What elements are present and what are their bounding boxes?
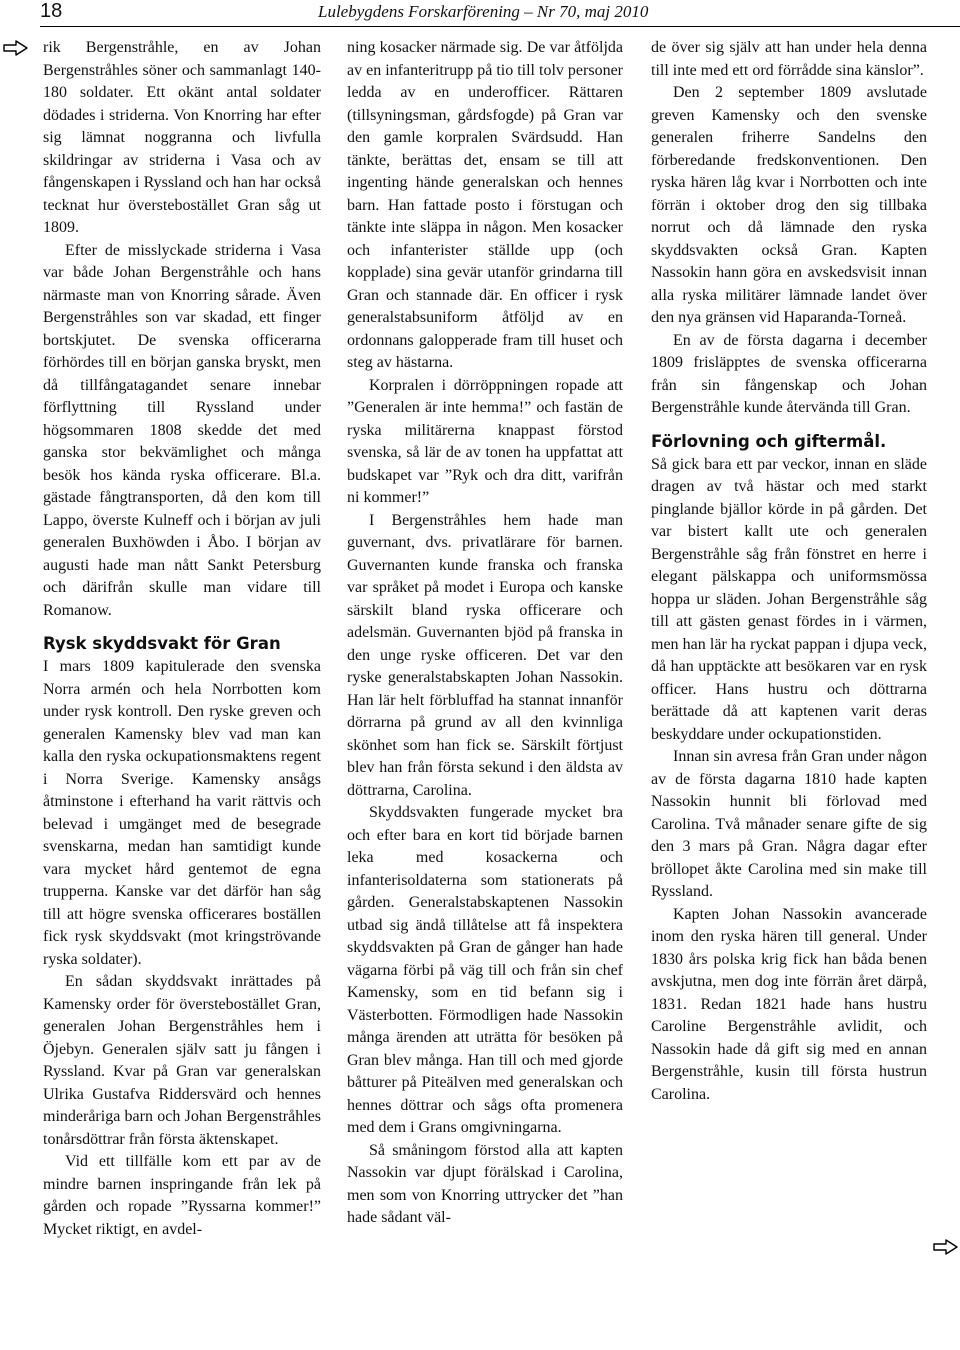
paragraph: Den 2 september 1809 avslutade greven Kamensky och den svenske generalen friherre Sandelns den förberedande fredskonventionen. Den ryska hären låg kvar i Norrbotten och inte förrän i oktober drog den sig tillbaka norrut och då lämnade den ryska skyddsvakten också Gran. Kapten Nassokin hann göra en avskedsvisit innan alla ryska militärer lämnade landet över den nya gränsen vid Haparanda-Torneå. xyxy=(651,84,927,326)
article-column-2 xyxy=(347,37,623,1230)
article-column-1 xyxy=(43,37,321,1241)
paragraph: En sådan skyddsvakt inrättades på Kamensky order för överstebostället Gran, generalen Johan Bergenstråhles hem i Öjebyn. Generalen själv satt ju fången i Ryssland. Kvar på Gran var generalskan Ulrika Gustafva Riddersvärd och hennes minderåriga barn och Johan Bergenstråhles tonårsdöttrar från första äktenskapet. xyxy=(43,973,321,1148)
article-column-3 xyxy=(651,37,927,1106)
paragraph: Kapten Johan Nassokin avancerade inom den ryska hären till general. Under 1830 års polska krig fick han båda benen avskjutna, men dog inte förrän året därpå, 1831. Redan 1821 hade hans hustru Caroline Bergenstråhle avlidit, och Nassokin hade då gift sig med en annan Bergenstråhle, kusin till första hustrun Carolina. xyxy=(651,905,927,1103)
paragraph: Korpralen i dörröppningen ropade att ”Generalen är inte hemma!” och fastän de ryska militärerna knappast förstod svenska, så lär de av tonen ha uppfattat att budskapet var ”Ryk och dra ditt, varifrån ni kommer!” xyxy=(347,376,623,506)
paragraph: I Bergenstråhles hem hade man guvernant, dvs. privatlärare för barnen. Guvernanten kunde franska och franska var språket på modet i Europa och kanske särskilt bland ryska officerare och adelsmän. Guvernanten bjöd på franska in den unge ryske officeren. Det var den ryske generalstabskapten Johan Nassokin. Han lär helt förbluffad ha stannat innanför dörrarna på grund av all den kvinnliga skönhet som han fick se. Särskilt förtjust blev han från första sekund i den äldsta av döttrarna, Carolina. xyxy=(347,511,623,799)
arrow-right-icon xyxy=(3,40,29,56)
section-heading: Rysk skyddsvakt för Gran xyxy=(43,634,281,653)
paragraph: Skyddsvakten fungerade mycket bra och efter bara en kort tid började barnen leka med kosackerna och infanterisoldaterna som stationerats på gården. Generalstabskaptenen Nassokin utbad sig ändå tillåtelse att få inspektera skyddsvakten på Gran de gånger han hade vägarna förbi på väg till och från sin chef Kamensky, som en tid befann sig i Västerbotten. Förmodligen hade Nassokin många ärenden att uträtta för besöken på Gran blev många. Han till och med gjorde båtturer på Piteälven med generalskan och hennes döttrar och sågs ofta promenera med dem i Grans omgivningarna. xyxy=(347,804,623,1136)
paragraph: de över sig själv att han under hela denna till inte med ett ord förrådde sina känslor”. xyxy=(651,39,927,79)
header-rule xyxy=(40,26,960,27)
paragraph: Efter de misslyckade striderna i Vasa var både Johan Bergenstråhle och hans närmaste man von Knorring sårade. Även Bergenstråhles son var skadad, ett finger bortskjutet. De svenska officerarna förhördes till en början ganska bryskt, men då tillfångatagandet senare innebar förflyttning till Ryssland under högsommaren 1808 skedde det med ganska stor bekvämlighet och många besök hos kända ryska officerare. Bl.a. gästade fångtransporten, då den kom till Lappo, överste Kulneff och i början av juli generalen Buxhöwden i Åbo. I början av augusti hade man nått Sankt Petersburg och därifrån skulle man vidare till Romanow. xyxy=(43,241,321,619)
paragraph: Så småningom förstod alla att kapten Nassokin var djupt förälskad i Carolina, men som von Knorring uttrycker det ”han hade sådant väl- xyxy=(347,1141,623,1226)
paragraph: I mars 1809 kapitulerade den svenska Norra armén och hela Norrbotten kom under rysk kontroll. Den ryske greven och generalen Kamensky blev vad man kan kalla den ryska ockupationsmaktens regent i Norra Sverige. Kamensky ansågs åtminstone i efterhand ha varit rättvis och belevad i umgänget med de besegrade svenskarna, medan han samtidigt kunde vara mycket hård gentemot de egna trupperna. Kanske var det därför han såg till att högre svenska officerares boställen fick rysk skyddsvakt (mot kringströvande ryska soldater). xyxy=(43,658,321,968)
paragraph: Så gick bara ett par veckor, innan en släde dragen av två hästar och med starkt pinglande bjällor körde in på gården. Det var bistert kallt ute och generalen Bergenstråhle såg från fönstret en herre i elegant pälskappa och uniformsmössa hoppa ur släden. Johan Bergenstråhle såg till att gästen genast fördes in i värmen, men han lär ha ryckat pappan i djupa veck, då han upptäckte att besökaren var en rysk officer. Hans hustru och döttrarna berättade då att kaptenen varit deras beskyddare under ockupationstiden. xyxy=(651,455,927,743)
paragraph: ning kosacker närmade sig. De var åtföljda av en infanteritrupp på tio till tolv personer ledda av en underofficer. Rättaren (tillsyningsman, gårdsfogde) på Gran var den gamle korpralen Svärdsudd. Han tänkte, berättas det, ensam se till att ingenting hände generalskan och hennes barn. Han fattade posto i förstugan och tänkte inte släppa in någon. Men kosacker och infanterister ställde upp (och kopplade) sina gevär utanför grindarna till Gran och stannade där. En officer i rysk generalstabsuniform åtföljd av en ordonnans galopperade fram till huset och steg av hästarna. xyxy=(347,39,623,371)
section-heading: Förlovning och giftermål. xyxy=(651,431,887,451)
page-header xyxy=(0,0,960,26)
paragraph: Vid ett tillfälle kom ett par av de mindre barnen inspringande från lek på gården och ropade ”Ryssarna kommer!” Mycket riktigt, en avdel- xyxy=(43,1153,321,1238)
arrow-right-icon xyxy=(933,1239,959,1255)
paragraph: En av de första dagarna i december 1809 frisläpptes de svenska officerarna från sin fångenskap och Johan Bergenstråhle kunde återvända till Gran. xyxy=(651,331,927,416)
page-number: 18 xyxy=(40,0,63,22)
running-head: Lulebygdens Forskarförening – Nr 70, maj 2010 xyxy=(318,2,649,21)
paragraph: Innan sin avresa från Gran under någon av de första dagarna 1810 hade kapten Nassokin hunnit bli förlovad med Carolina. Två månader senare gifte de sig den 3 mars på Gran. Några dagar efter bröllopet åkte Carolina med sin make till Ryssland. xyxy=(651,748,927,900)
paragraph: rik Bergenstråhle, en av Johan Bergenstråhles söner och sammanlagt 140-180 soldater. Ett okänt antal soldater dödades i striderna. Von Knorring har efter sig lämnat noggranna och livfulla skildringar av striderna i Vasa och av fångenskapen i Ryssland och han har också tecknat hur överstebostället Gran såg ut 1809. xyxy=(43,39,321,236)
